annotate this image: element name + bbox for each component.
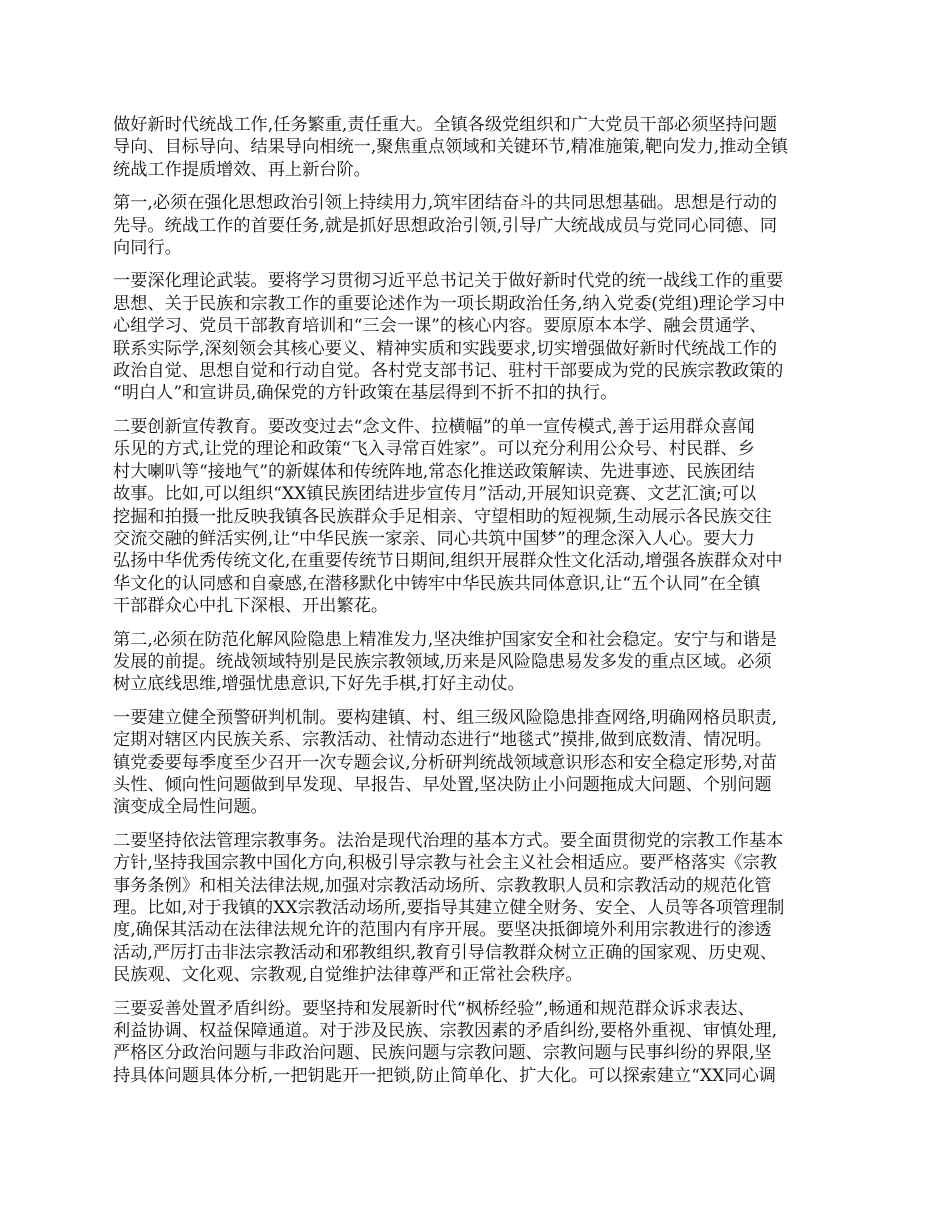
text-line: 挖掘和拍摄一批反映我镇各民族群众手足相亲、守望相助的短视频,生动展示各民族交往 bbox=[113, 506, 772, 527]
paragraph bbox=[113, 192, 853, 259]
text-line: 先导。统战工作的首要任务,就是抓好思想政治引领,引导广大统战成员与党同心同德、同 bbox=[113, 215, 778, 236]
text-line: 思想、关于民族和宗教工作的重要论述作为一项长期政治任务,纳入党委(党组)理论学习中 bbox=[113, 293, 786, 314]
text-line: 第一,必须在强化思想政治引领上持续用力,筑牢团结奋斗的共同思想基础。思想是行动的 bbox=[113, 193, 778, 214]
text-line: 树立底线思维,增强忧患意识,下好先手棋,打好主动仗。 bbox=[113, 674, 525, 695]
text-line: 发展的前提。统战领域特别是民族宗教领域,历来是风险隐患易发多发的重点区域。必须 bbox=[113, 651, 772, 672]
text-line: 华文化的认同感和自豪感,在潜移默化中铸牢中华民族共同体意识,让“五个认同”在全镇 bbox=[113, 573, 761, 594]
text-line: 交流交融的鲜活实例,让“中华民族一家亲、同心共筑中国梦”的理念深入人心。要大力 bbox=[113, 528, 755, 549]
text-line: 利益协调、权益保障通道。对于涉及民族、宗教因素的矛盾纠纷,要格外重视、审慎处理, bbox=[113, 1021, 778, 1042]
text-line: 统战工作提质增效、再上新台阶。 bbox=[113, 159, 371, 180]
text-line: 镇党委要每季度至少召开一次专题会议,分析研判统战领域意识形态和安全稳定形势,对苗 bbox=[113, 752, 778, 773]
text-line: 演变成全局性问题。 bbox=[113, 797, 268, 818]
text-line: 定期对辖区内民族关系、宗教活动、社情动态进行“地毯式”摸排,做到底数清、情况明。 bbox=[113, 730, 772, 751]
paragraph bbox=[113, 998, 853, 1088]
paragraph bbox=[113, 707, 853, 819]
text-line: 村大喇叭等“接地气”的新媒体和传统阵地,常态化推送政策解读、先进事迹、民族团结 bbox=[113, 461, 755, 482]
paragraph bbox=[113, 830, 853, 987]
text-line: 活动,严厉打击非法宗教活动和邪教组织,教育引导信教群众树立正确的国家观、历史观、 bbox=[113, 942, 778, 963]
text-line: 第二,必须在防范化解风险隐患上精准发力,坚决维护国家安全和社会稳定。安宁与和谐是 bbox=[113, 629, 778, 650]
paragraph bbox=[113, 270, 853, 404]
paragraph bbox=[113, 629, 853, 696]
text-line: 事务条例》和相关法律法规,加强对宗教活动场所、宗教教职人员和宗教活动的规范化管 bbox=[113, 875, 772, 896]
text-line: 心组学习、党员干部教育培训和“三会一课”的核心内容。要原原本本学、融会贯通学、 bbox=[113, 316, 767, 337]
text-line: 乐见的方式,让党的理论和政策“飞入寻常百姓家”。可以充分利用公众号、村民群、乡 bbox=[113, 439, 755, 460]
text-line: 二要坚持依法管理宗教事务。法治是现代治理的基本方式。要全面贯彻党的宗教工作基本 bbox=[113, 830, 784, 851]
text-line: 导向、目标导向、结果导向相统一,聚焦重点领域和关键环节,精准施策,靶向发力,推动全镇 bbox=[113, 137, 788, 158]
text-line: 政治自觉、思想自觉和行动自觉。各村党支部书记、驻村干部要成为党的民族宗教政策的 bbox=[113, 361, 784, 382]
paragraph bbox=[113, 114, 853, 181]
text-line: 一要深化理论武装。要将学习贯彻习近平总书记关于做好新时代党的统一战线工作的重要 bbox=[113, 271, 784, 292]
text-line: 干部群众心中扎下深根、开出繁花。 bbox=[113, 596, 389, 617]
text-line: 一要建立健全预警研判机制。要构建镇、村、组三级风险隐患排查网络,明确网格员职责, bbox=[113, 707, 778, 728]
text-line: 联系实际学,深刻领会其核心要义、精神实质和实践要求,切实增强做好新时代统战工作的 bbox=[113, 338, 778, 359]
text-line: 三要妥善处置矛盾纠纷。要坚持和发展新时代“枫桥经验”,畅通和规范群众诉求表达、 bbox=[113, 998, 755, 1019]
text-line: 严格区分政治问题与非政治问题、民族问题与宗教问题、宗教问题与民事纠纷的界限,坚 bbox=[113, 1043, 772, 1064]
paragraph bbox=[113, 416, 853, 618]
text-line: 民族观、文化观、宗教观,自觉维护法律尊严和正常社会秩序。 bbox=[113, 965, 583, 986]
text-line: 向同行。 bbox=[113, 238, 182, 259]
text-line: 做好新时代统战工作,任务繁重,责任重大。全镇各级党组织和广大党员干部必须坚持问题 bbox=[113, 115, 778, 135]
text-line: 理。比如,对于我镇的XX宗教活动场所,要指导其建立健全财务、安全、人员等各项管理制 bbox=[113, 898, 785, 918]
document-page bbox=[113, 114, 853, 1098]
text-line: 弘扬中华优秀传统文化,在重要传统节日期间,组织开展群众性文化活动,增强各族群众对中 bbox=[113, 551, 783, 572]
text-line: 方针,坚持我国宗教中国化方向,积极引导宗教与社会主义社会相适应。要严格落实《宗教 bbox=[113, 853, 778, 874]
text-line: 故事。比如,可以组织“XX镇民族团结进步宣传月”活动,开展知识竞赛、文艺汇演;可以 bbox=[113, 484, 757, 505]
text-line: 度,确保其活动在法律法规允许的范围内有序开展。要坚决抵御境外利用宗教进行的渗透 bbox=[113, 920, 772, 941]
document-body bbox=[113, 114, 853, 1087]
text-line: 持具体问题具体分析,一把钥匙开一把锁,防止简单化、扩大化。可以探索建立“XX同心调 bbox=[113, 1065, 776, 1086]
text-line: “明白人”和宣讲员,确保党的方针政策在基层得到不折不扣的执行。 bbox=[113, 383, 618, 404]
text-line: 头性、倾向性问题做到早发现、早报告、早处置,坚决防止小问题拖成大问题、个别问题 bbox=[113, 774, 772, 795]
text-line: 二要创新宣传教育。要改变过去“念文件、拉横幅”的单一宣传模式,善于运用群众喜闻 bbox=[113, 416, 755, 437]
